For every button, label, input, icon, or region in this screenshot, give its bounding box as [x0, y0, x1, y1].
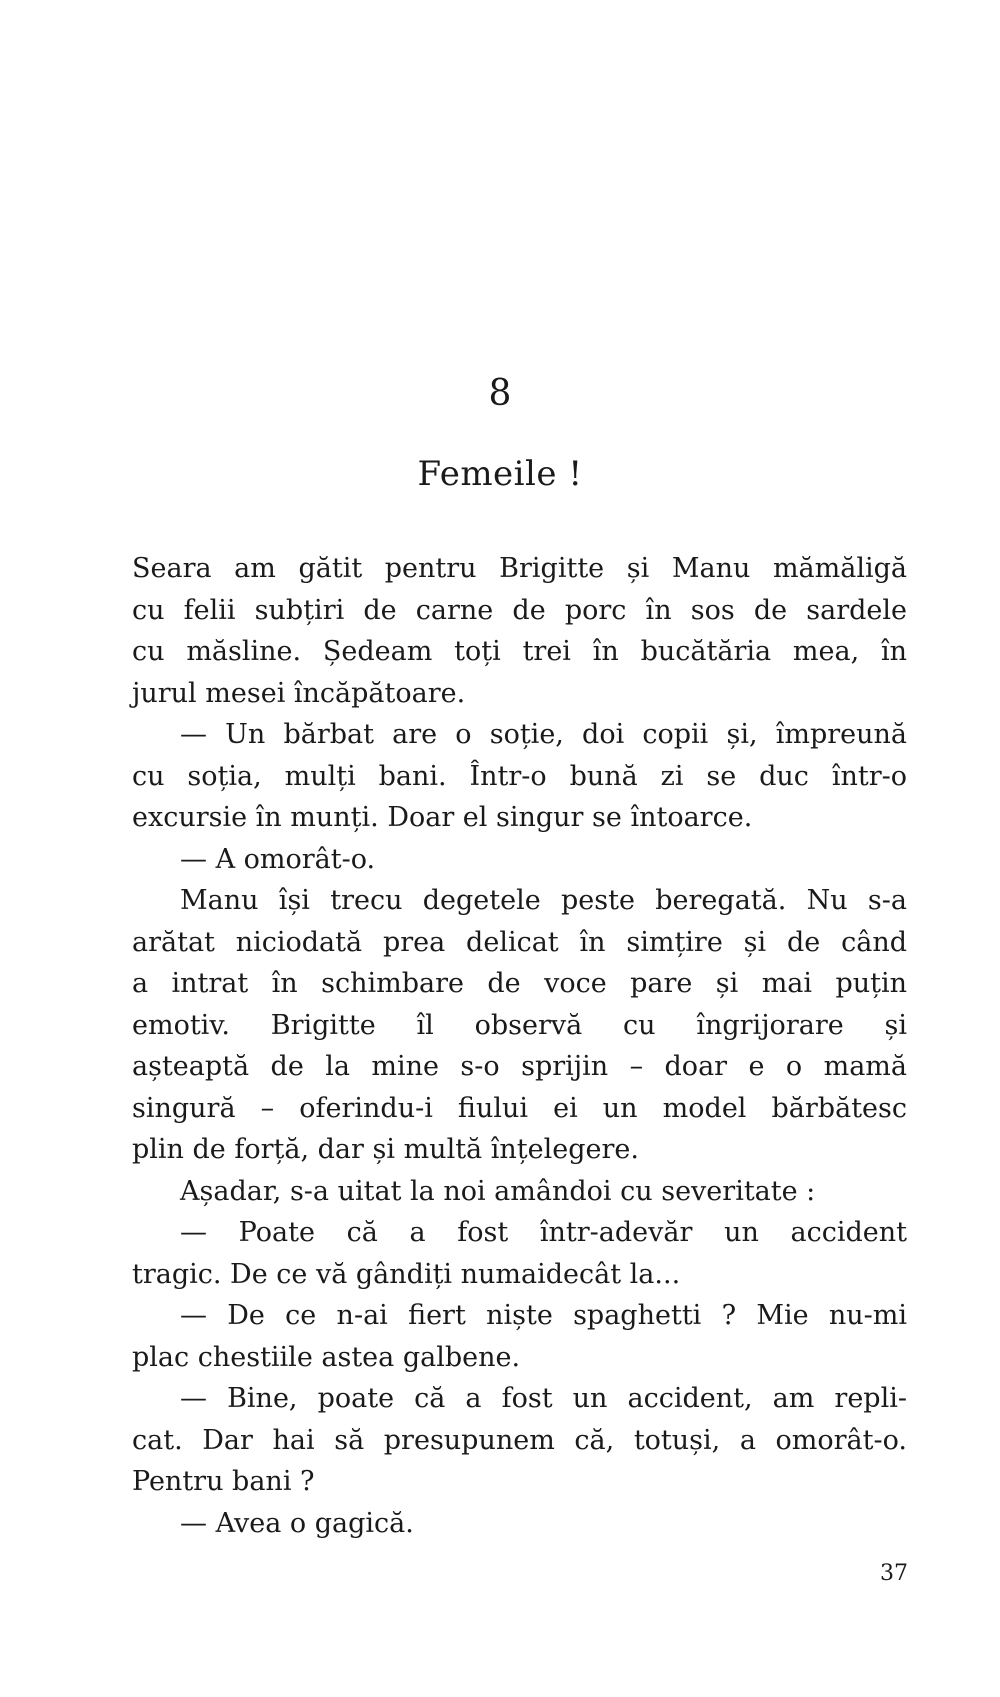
- page-number: 37: [880, 1561, 908, 1586]
- text-line: plac chestiile astea galbene.: [132, 1341, 521, 1373]
- text-line: Manu își trecu degetele peste beregată. Nu s-a: [180, 885, 907, 916]
- text-line: așteaptă de la mine s-o sprijin – doar e o mamă: [132, 1051, 907, 1082]
- text-line: jurul mesei încăpătoare.: [132, 677, 466, 709]
- text-line: — Bine, poate că a fost un accident, am repli-: [180, 1383, 907, 1414]
- text-line: cu măsline. Ședeam toți trei în bucătăria mea, în: [132, 636, 907, 667]
- text-line: cat. Dar hai să presupunem că, totuși, a omorât-o.: [132, 1424, 907, 1456]
- text-line: — De ce n-ai fiert niște spaghetti ? Mie nu-mi: [180, 1300, 907, 1331]
- text-line: — A omorât-o.: [180, 843, 376, 875]
- text-line: — Un bărbat are o soție, doi copii și, împreună: [180, 719, 907, 750]
- chapter-title: Femeile !: [417, 454, 583, 494]
- text-line: Așadar, s-a uitat la noi amândoi cu severitate :: [180, 1175, 816, 1207]
- text-line: arătat niciodată prea delicat în simțire și de când: [132, 926, 907, 958]
- text-line: Pentru bani ?: [132, 1466, 315, 1497]
- text-line: — Poate că a fost într-adevăr un accident: [180, 1217, 907, 1248]
- text-line: tragic. De ce vă gândiți numaidecât la...: [132, 1258, 681, 1290]
- text-line: a intrat în schimbare de voce pare și mai puțin: [132, 968, 907, 999]
- chapter-number: 8: [488, 373, 512, 414]
- text-line: singură – oferindu-i fiului ei un model bărbătesc: [132, 1092, 907, 1124]
- text-line: cu soția, mulți bani. Într-o bună zi se duc într-o: [132, 760, 907, 792]
- text-line: cu felii subțiri de carne de porc în sos de sardele: [132, 594, 907, 626]
- text-line: excursie în munți. Doar el singur se întoarce.: [132, 802, 753, 833]
- text-line: plin de forță, dar și multă înțelegere.: [132, 1134, 639, 1165]
- text-line: emotiv. Brigitte îl observă cu îngrijorare și: [132, 1009, 907, 1041]
- chapter-body: [132, 548, 907, 1544]
- text-line: — Avea o gagică.: [180, 1507, 414, 1539]
- text-line: Seara am gătit pentru Brigitte și Manu mămăligă: [132, 553, 907, 584]
